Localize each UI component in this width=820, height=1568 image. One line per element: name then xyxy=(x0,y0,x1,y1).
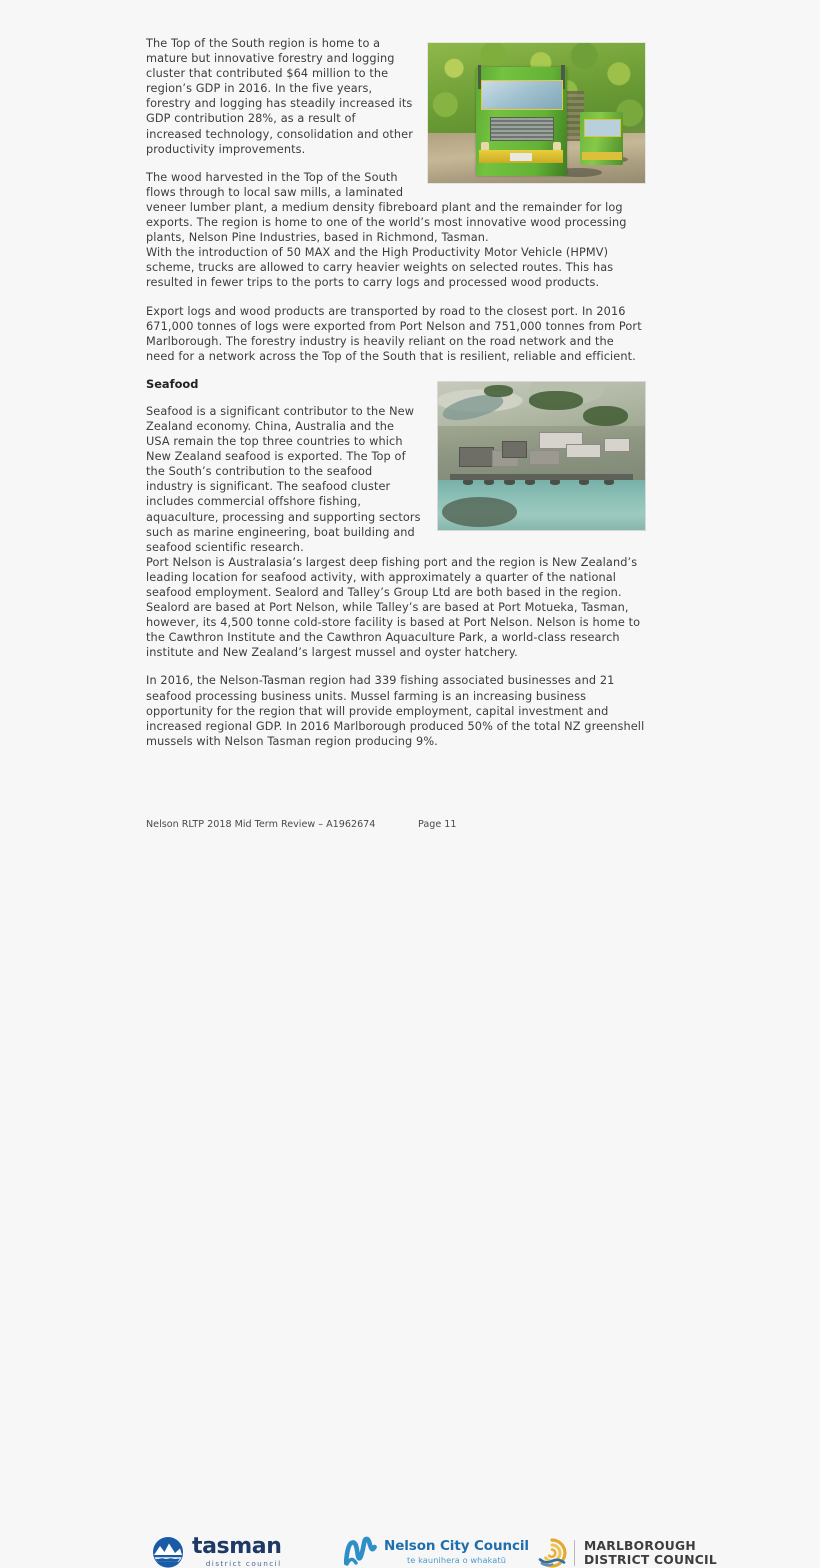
marlborough-name-line1: MARLBOROUGH xyxy=(584,1538,696,1553)
paragraph-forestry-gdp: The Top of the South region is home to a mature but innovative forestry and logging cluster that contributed $64 million to the region’s GDP in 2016. In the five years, forestry and logging has steadily increased its GDP contribution 28%, as a result of increased technology, consolidation and other productivity improvements. xyxy=(146,37,413,156)
vegetation-patch xyxy=(529,391,583,410)
paragraph-wood-processing: The wood harvested in the Top of the South flows through to local saw mills, a laminated veneer lumber plant, a medium density fibreboard plant and the remainder for log exports. The region is home to one of the world’s most innovative wood processing plants, Nelson Pine Industries, based in Richmond, Tasman. xyxy=(146,170,627,245)
document-content xyxy=(146,36,646,749)
nelson-wordmark xyxy=(384,1537,529,1566)
vegetation-patch xyxy=(484,385,513,397)
tasman-mountain-circle-icon xyxy=(149,1536,189,1568)
logo-divider xyxy=(574,1540,575,1566)
tasman-district-council-logo xyxy=(149,1536,282,1568)
page-footer xyxy=(146,819,666,830)
nelson-subtitle: te kaunihera o whakatū xyxy=(406,1555,506,1566)
truck-grille xyxy=(490,117,554,141)
seafood-port-photo xyxy=(437,381,646,531)
marlborough-wordmark xyxy=(584,1539,717,1568)
tasman-subtitle: district council xyxy=(205,1559,282,1568)
nelson-wave-n-icon xyxy=(344,1536,378,1568)
tasman-name: tasman xyxy=(192,1534,282,1560)
vegetation-patch xyxy=(583,406,629,427)
port-building xyxy=(502,441,527,458)
lead-truck xyxy=(476,67,567,176)
paragraph-seafood-economy: Seafood is a significant contributor to the New Zealand economy. China, Australia and the USA remain the top three countries to which New Zealand seafood is exported. The Top of the South’s contribution to the seafood industry is significant. The seafood cluster includes commercial offshore fishing, aquaculture, processing and supporting sectors such as marine engineering, boat building and seafood scientific research. xyxy=(146,404,421,554)
seafood-heading: Seafood xyxy=(146,376,199,391)
port-building xyxy=(604,438,631,452)
logging-truck-photo xyxy=(427,42,646,184)
seaweed-bed xyxy=(442,497,517,527)
paragraph-export-logs: Export logs and wood products are transported by road to the closest port. In 2016 671,000 tonnes of logs were exported from Port Nelson and 751,000 tonnes from Port Marlborough. The forestry industry is heavily reliant on the road network and the need for a network across the Top of the South that is resilient, reliable and efficient. xyxy=(146,304,642,363)
second-truck-windshield xyxy=(584,119,621,137)
nelson-name: Nelson City Council xyxy=(384,1537,529,1554)
nelson-city-council-logo xyxy=(344,1536,529,1568)
tasman-wordmark xyxy=(192,1536,282,1567)
marlborough-name-line2: DISTRICT COUNCIL xyxy=(584,1553,717,1567)
fishing-boat xyxy=(504,480,514,486)
seafood-section xyxy=(146,377,646,555)
second-truck xyxy=(580,112,623,165)
truck-windshield xyxy=(481,80,563,110)
truck-number-plate xyxy=(510,153,532,161)
marlborough-district-council-logo xyxy=(537,1538,717,1568)
forestry-section xyxy=(146,36,646,245)
footer-page-number: Page 11 xyxy=(418,819,457,830)
paragraph-mussel-farming: In 2016, the Nelson-Tasman region had 339 fishing associated businesses and 21 seafood processing business units. Mussel farming is an increasing business opportunity for the region that will provide employment, capital investment and increased regional GDP. In 2016 Marlborough produced 50% of the total NZ greenshell mussels with Nelson Tasman region producing 9%. xyxy=(146,674,645,748)
port-building xyxy=(566,444,601,458)
marlborough-koru-spiral-icon xyxy=(537,1538,567,1568)
port-building xyxy=(529,450,560,465)
paragraph-port-nelson: Port Nelson is Australasia’s largest deep fishing port and the region is New Zealand’s leading location for seafood activity, with approximately a quarter of the national seafood employment. Sealord and Talley’s Group Ltd are both based in the region. Sealord are based at Port Nelson, while Talley’s are based at Port Motueka, Tasman, however, its 4,500 tonne cold-store facility is based at Port Nelson. Nelson is home to the Cawthron Institute and the Cawthron Aquaculture Park, a world-class research institute and New Zealand’s largest mussel and oyster hatchery. xyxy=(146,555,641,660)
paragraph-hpmv: With the introduction of 50 MAX and the High Productivity Motor Vehicle (HPMV) scheme, trucks are allowed to carry heavier weights on selected routes. This has resulted in fewer trips to the ports to carry logs and processed wood products. xyxy=(146,246,614,290)
second-truck-bumper xyxy=(582,152,622,159)
port-building xyxy=(459,447,494,467)
footer-reference: Nelson RLTP 2018 Mid Term Review – A1962674 xyxy=(146,819,376,830)
